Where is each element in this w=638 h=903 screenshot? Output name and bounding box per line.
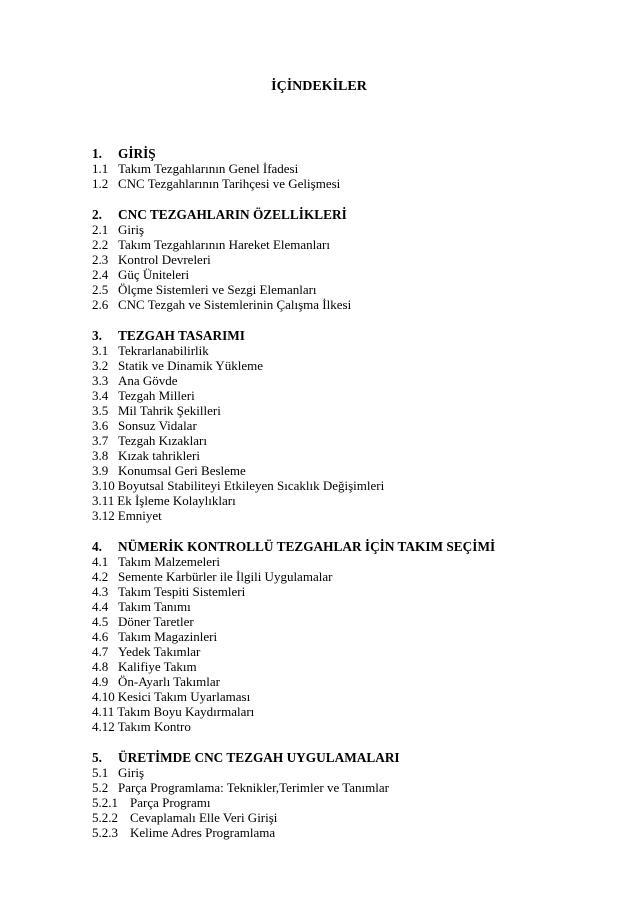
section-number: 3. xyxy=(92,328,102,343)
entry-title: Takım Malzemeleri xyxy=(118,554,220,569)
entry-title: Kelime Adres Programlama xyxy=(130,825,276,840)
toc-entry[interactable] xyxy=(92,659,612,674)
entry-title: Tezgah Kızakları xyxy=(118,433,207,448)
toc-section-heading[interactable] xyxy=(92,328,612,343)
entry-title: Kontrol Devreleri xyxy=(118,252,211,267)
toc-entry[interactable] xyxy=(92,358,612,373)
entry-number: 4.4 xyxy=(92,599,109,614)
toc-entry[interactable] xyxy=(92,765,612,780)
entry-number: 5.2 xyxy=(92,780,109,795)
entry-number: 3.4 xyxy=(92,388,109,403)
entry-title: Giriş xyxy=(118,765,144,780)
entry-title: Ön-Ayarlı Takımlar xyxy=(118,674,220,689)
entry-title: Tekrarlanabilirlik xyxy=(118,343,209,358)
toc-entry[interactable] xyxy=(92,644,612,659)
section-title: NÜMERİK KONTROLLÜ TEZGAHLAR İÇİN TAKIM SEÇİMİ xyxy=(118,539,496,554)
entry-number: 3.8 xyxy=(92,448,109,463)
entry-title: Kızak tahrikleri xyxy=(118,448,200,463)
section-number: 4. xyxy=(92,539,102,554)
toc-section-5 xyxy=(92,750,612,840)
entry-title: Takım Kontro xyxy=(117,719,191,734)
entry-number: 3.11 xyxy=(92,493,115,508)
entry-number: 3.7 xyxy=(92,433,109,448)
toc-entry[interactable] xyxy=(92,176,612,191)
entry-number: 3.1 xyxy=(92,343,109,358)
entry-title: Takım Magazinleri xyxy=(118,629,218,644)
entry-number: 4.10 xyxy=(92,689,115,704)
entry-number: 3.2 xyxy=(92,358,109,373)
toc-entry[interactable] xyxy=(92,599,612,614)
toc-section-heading[interactable] xyxy=(92,207,612,222)
entry-title: Cevaplamalı Elle Veri Girişi xyxy=(130,810,278,825)
section-number: 2. xyxy=(92,207,102,222)
toc-entry[interactable] xyxy=(92,252,612,267)
toc-entry[interactable] xyxy=(92,795,612,810)
toc-entry[interactable] xyxy=(92,629,612,644)
toc-entry[interactable] xyxy=(92,719,612,734)
entry-number: 5.2.1 xyxy=(92,795,118,810)
entry-number: 4.7 xyxy=(92,644,109,659)
toc-entry[interactable] xyxy=(92,508,612,523)
toc-entry[interactable] xyxy=(92,161,612,176)
section-number: 5. xyxy=(92,750,102,765)
toc-entry[interactable] xyxy=(92,403,612,418)
toc-entry[interactable] xyxy=(92,825,612,840)
toc-entry[interactable] xyxy=(92,780,612,795)
entry-number: 1.1 xyxy=(92,161,109,176)
toc-entry[interactable] xyxy=(92,343,612,358)
toc-section-heading[interactable] xyxy=(92,750,612,765)
entry-number: 2.5 xyxy=(92,282,109,297)
toc-section-4 xyxy=(92,539,612,734)
toc-entry[interactable] xyxy=(92,493,612,508)
toc-entry[interactable] xyxy=(92,584,612,599)
toc-entry[interactable] xyxy=(92,222,612,237)
toc-entry[interactable] xyxy=(92,614,612,629)
section-number: 1. xyxy=(92,146,102,161)
section-title: TEZGAH TASARIMI xyxy=(118,328,245,343)
entry-number: 4.3 xyxy=(92,584,109,599)
entry-title: Parça Programı xyxy=(130,795,211,810)
entry-title: Tezgah Milleri xyxy=(118,388,195,403)
entry-number: 3.6 xyxy=(92,418,109,433)
toc-section-2 xyxy=(92,207,612,312)
page-title: İÇİNDEKİLER xyxy=(271,79,367,94)
entry-title: CNC Tezgah ve Sistemlerinin Çalışma İlkesi xyxy=(118,297,352,312)
toc-entry[interactable] xyxy=(92,810,612,825)
entry-title: Semente Karbürler ile İlgili Uygulamalar xyxy=(118,569,333,584)
entry-number: 1.2 xyxy=(92,176,109,191)
entry-number: 3.5 xyxy=(92,403,109,418)
entry-number: 3.10 xyxy=(92,478,115,493)
entry-title: Takım Tanımı xyxy=(118,599,191,614)
toc-entry[interactable] xyxy=(92,478,612,493)
entry-title: Yedek Takımlar xyxy=(118,644,201,659)
toc-entry[interactable] xyxy=(92,373,612,388)
entry-title: Ana Gövde xyxy=(118,373,178,388)
toc-section-3 xyxy=(92,328,612,523)
entry-number: 2.2 xyxy=(92,237,109,252)
entry-title: Kalifiye Takım xyxy=(118,659,197,674)
entry-number: 5.2.3 xyxy=(92,825,118,840)
entry-title: Güç Üniteleri xyxy=(118,267,190,282)
table-of-contents xyxy=(92,146,612,840)
entry-title: Mil Tahrik Şekilleri xyxy=(118,403,221,418)
entry-number: 4.2 xyxy=(92,569,109,584)
entry-number: 4.9 xyxy=(92,674,109,689)
entry-title: Ek İşleme Kolaylıkları xyxy=(117,493,236,508)
entry-title: Takım Tezgahlarının Hareket Elemanları xyxy=(118,237,330,252)
section-spacer xyxy=(92,191,612,207)
entry-number: 2.3 xyxy=(92,252,109,267)
toc-entry[interactable] xyxy=(92,433,612,448)
entry-title: Takım Tezgahlarının Genel İfadesi xyxy=(118,161,299,176)
section-spacer xyxy=(92,734,612,750)
entry-title: Ölçme Sistemleri ve Sezgi Elemanları xyxy=(118,282,317,297)
toc-entry[interactable] xyxy=(92,448,612,463)
toc-entry[interactable] xyxy=(92,388,612,403)
toc-section-heading[interactable] xyxy=(92,146,612,161)
entry-title: Statik ve Dinamik Yükleme xyxy=(118,358,264,373)
entry-title: Emniyet xyxy=(117,508,162,523)
entry-number: 4.5 xyxy=(92,614,109,629)
entry-number: 2.1 xyxy=(92,222,109,237)
toc-entry[interactable] xyxy=(92,418,612,433)
entry-number: 4.6 xyxy=(92,629,109,644)
entry-title: Sonsuz Vidalar xyxy=(118,418,197,433)
entry-number: 4.1 xyxy=(92,554,109,569)
entry-title: Parça Programlama: Teknikler,Terimler ve Tanımlar xyxy=(118,780,389,795)
entry-number: 2.4 xyxy=(92,267,109,282)
entry-number: 5.1 xyxy=(92,765,109,780)
entry-title: CNC Tezgahlarının Tarihçesi ve Gelişmesi xyxy=(118,176,341,191)
entry-number: 4.12 xyxy=(92,719,115,734)
entry-title: Konumsal Geri Besleme xyxy=(118,463,246,478)
toc-entry[interactable] xyxy=(92,282,612,297)
toc-entry[interactable] xyxy=(92,674,612,689)
entry-number: 3.9 xyxy=(92,463,109,478)
toc-section-1 xyxy=(92,146,612,191)
entry-number: 3.3 xyxy=(92,373,109,388)
toc-entry[interactable] xyxy=(92,554,612,569)
toc-entry[interactable] xyxy=(92,463,612,478)
toc-entry[interactable] xyxy=(92,297,612,312)
entry-title: Takım Boyu Kaydırmaları xyxy=(117,704,255,719)
toc-entry[interactable] xyxy=(92,569,612,584)
entry-number: 4.11 xyxy=(92,704,115,719)
toc-entry[interactable] xyxy=(92,237,612,252)
toc-entry[interactable] xyxy=(92,689,612,704)
section-spacer xyxy=(92,312,612,328)
section-title: ÜRETİMDE CNC TEZGAH UYGULAMALARI xyxy=(118,750,400,765)
section-title: CNC TEZGAHLARIN ÖZELLİKLERİ xyxy=(118,207,347,222)
entry-title: Giriş xyxy=(118,222,144,237)
entry-number: 5.2.2 xyxy=(92,810,118,825)
entry-number: 4.8 xyxy=(92,659,109,674)
section-spacer xyxy=(92,523,612,539)
toc-entry[interactable] xyxy=(92,704,612,719)
section-title: GİRİŞ xyxy=(118,146,156,161)
entry-number: 2.6 xyxy=(92,297,109,312)
entry-number: 3.12 xyxy=(92,508,115,523)
toc-section-heading[interactable] xyxy=(92,539,612,554)
entry-title: Kesici Takım Uyarlaması xyxy=(117,689,251,704)
toc-entry[interactable] xyxy=(92,267,612,282)
entry-title: Boyutsal Stabiliteyi Etkileyen Sıcaklık Değişimleri xyxy=(117,478,385,493)
entry-title: Takım Tespiti Sistemleri xyxy=(118,584,246,599)
entry-title: Döner Taretler xyxy=(118,614,194,629)
